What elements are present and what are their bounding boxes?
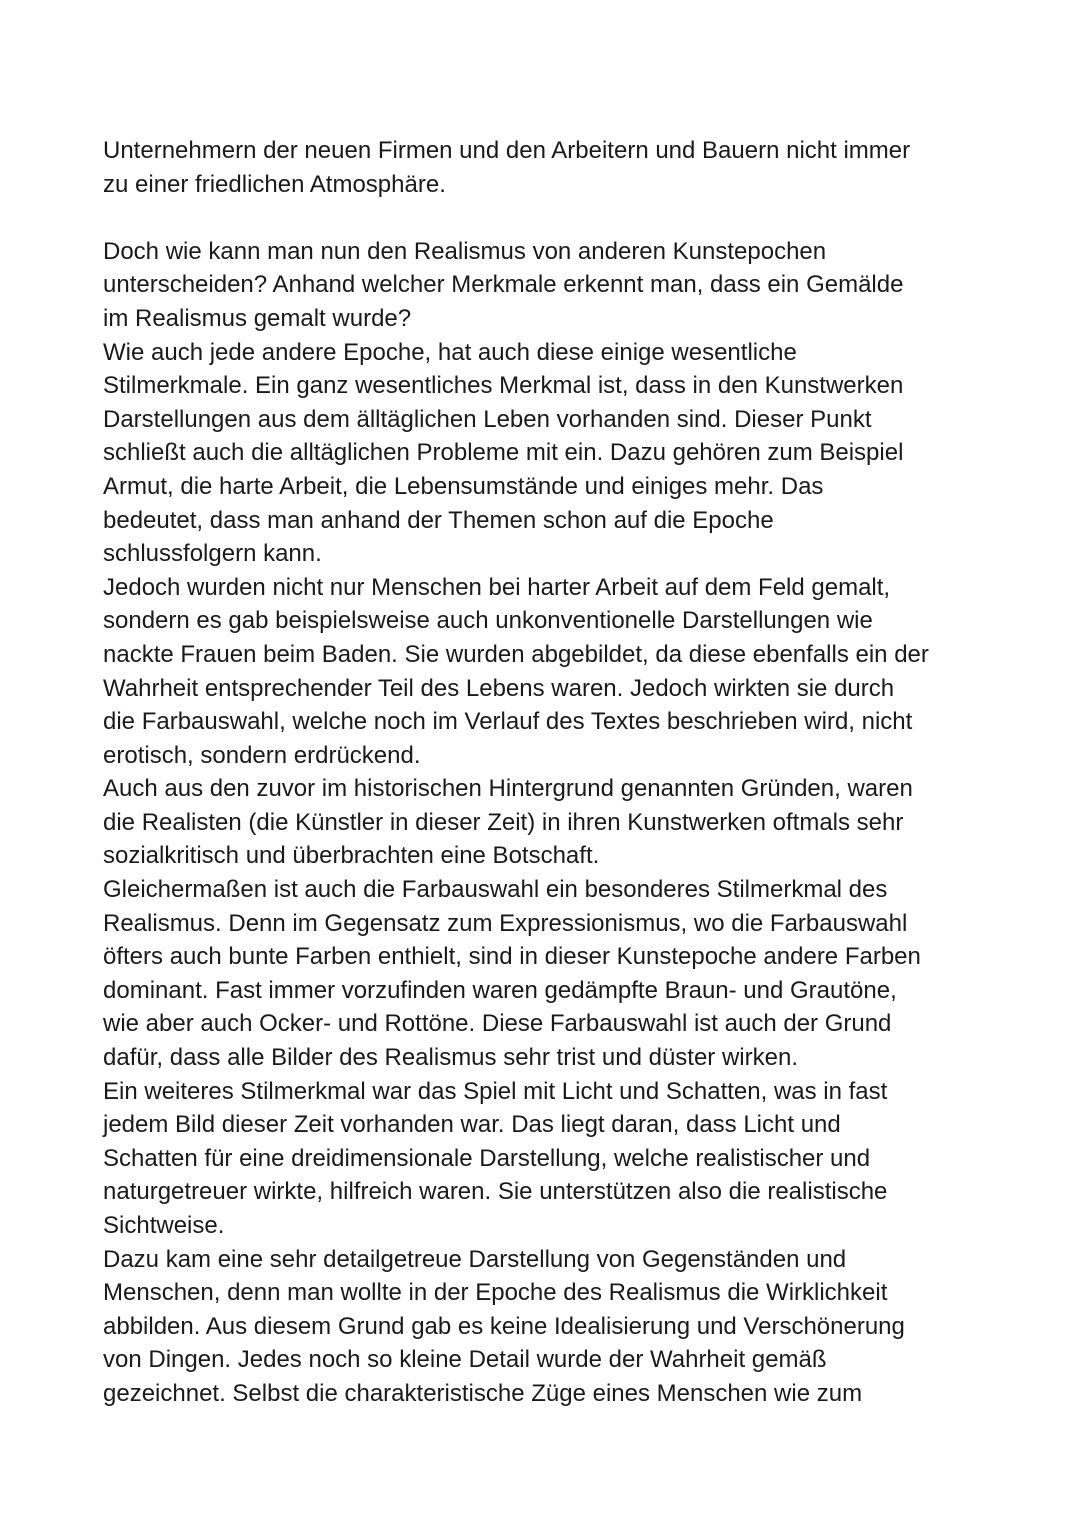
text-line: Ein weiteres Stilmerkmal war das Spiel mit Licht und Schatten, was in fast (103, 1077, 888, 1105)
text-line: schlussfolgern kann. (103, 540, 322, 568)
text-line: schließt auch die alltäglichen Probleme mit ein. Dazu gehören zum Beispiel (103, 439, 904, 467)
text-line: bedeutet, dass man anhand der Themen schon auf die Epoche (103, 506, 774, 534)
text-line: Armut, die harte Arbeit, die Lebensumstände und einiges mehr. Das (103, 472, 824, 500)
text-line: im Realismus gemalt wurde? (103, 304, 412, 332)
text-line: Jedoch wurden nicht nur Menschen bei harter Arbeit auf dem Feld gemalt, (103, 573, 891, 601)
text-line: unterscheiden? Anhand welcher Merkmale erkennt man, dass ein Gemälde (103, 271, 904, 299)
text-line: zu einer friedlichen Atmosphäre. (103, 170, 446, 198)
text-line: Darstellungen aus dem älltäglichen Leben vorhanden sind. Dieser Punkt (103, 405, 872, 433)
text-line: nackte Frauen beim Baden. Sie wurden abgebildet, da diese ebenfalls ein der (103, 640, 929, 668)
text-line: sondern es gab beispielsweise auch unkonventionelle Darstellungen wie (103, 607, 873, 635)
text-line: jedem Bild dieser Zeit vorhanden war. Das liegt daran, dass Licht und (103, 1111, 841, 1139)
text-line: Menschen, denn man wollte in der Epoche des Realismus die Wirklichkeit (103, 1279, 888, 1307)
text-line: dafür, dass alle Bilder des Realismus sehr trist und düster wirken. (103, 1044, 798, 1072)
text-line: Sichtweise. (103, 1212, 225, 1239)
text-line: Unternehmern der neuen Firmen und den Arbeitern und Bauern nicht immer (103, 137, 911, 164)
text-line: Realismus. Denn im Gegensatz zum Expressionismus, wo die Farbauswahl (103, 909, 908, 937)
text-line: gezeichnet. Selbst die charakteristische Züge eines Menschen wie zum (103, 1379, 863, 1407)
text-line: naturgetreuer wirkte, hilfreich waren. Sie unterstützen also die realistische (103, 1178, 888, 1206)
text-line: erotisch, sondern erdrückend. (103, 741, 421, 769)
text-line: Wie auch jede andere Epoche, hat auch diese einige wesentliche (103, 338, 797, 366)
document-page (103, 134, 1003, 1411)
text-line: Stilmerkmale. Ein ganz wesentliches Merkmal ist, dass in den Kunstwerken (103, 372, 904, 400)
text-line: die Realisten (die Künstler in dieser Zeit) in ihren Kunstwerken oftmals sehr (103, 808, 904, 836)
text-line: abbilden. Aus diesem Grund gab es keine Idealisierung und Verschönerung (103, 1312, 905, 1340)
text-line: Dazu kam eine sehr detailgetreue Darstellung von Gegenständen und (103, 1245, 847, 1273)
text-line: Schatten für eine dreidimensionale Darstellung, welche realistischer und (103, 1144, 871, 1172)
text-line: Gleichermaßen ist auch die Farbauswahl ein besonderes Stilmerkmal des (103, 876, 888, 904)
text-line: die Farbauswahl, welche noch im Verlauf des Textes beschrieben wird, nicht (103, 708, 913, 736)
text-line: öfters auch bunte Farben enthielt, sind in dieser Kunstepoche andere Farben (103, 943, 921, 971)
text-line: wie aber auch Ocker- und Rottöne. Diese Farbauswahl ist auch der Grund (103, 1010, 892, 1038)
text-line: Doch wie kann man nun den Realismus von anderen Kunstepochen (103, 237, 827, 265)
text-line: dominant. Fast immer vorzufinden waren gedämpfte Braun- und Grautöne, (103, 976, 897, 1004)
paragraph-gap (103, 201, 1003, 235)
text-line: sozialkritisch und überbrachten eine Botschaft. (103, 842, 600, 870)
text-line: Wahrheit entsprechender Teil des Lebens waren. Jedoch wirkten sie durch (103, 674, 895, 702)
text-line: von Dingen. Jedes noch so kleine Detail wurde der Wahrheit gemäß (103, 1346, 827, 1374)
text-line: Auch aus den zuvor im historischen Hintergrund genannten Gründen, waren (103, 775, 913, 803)
